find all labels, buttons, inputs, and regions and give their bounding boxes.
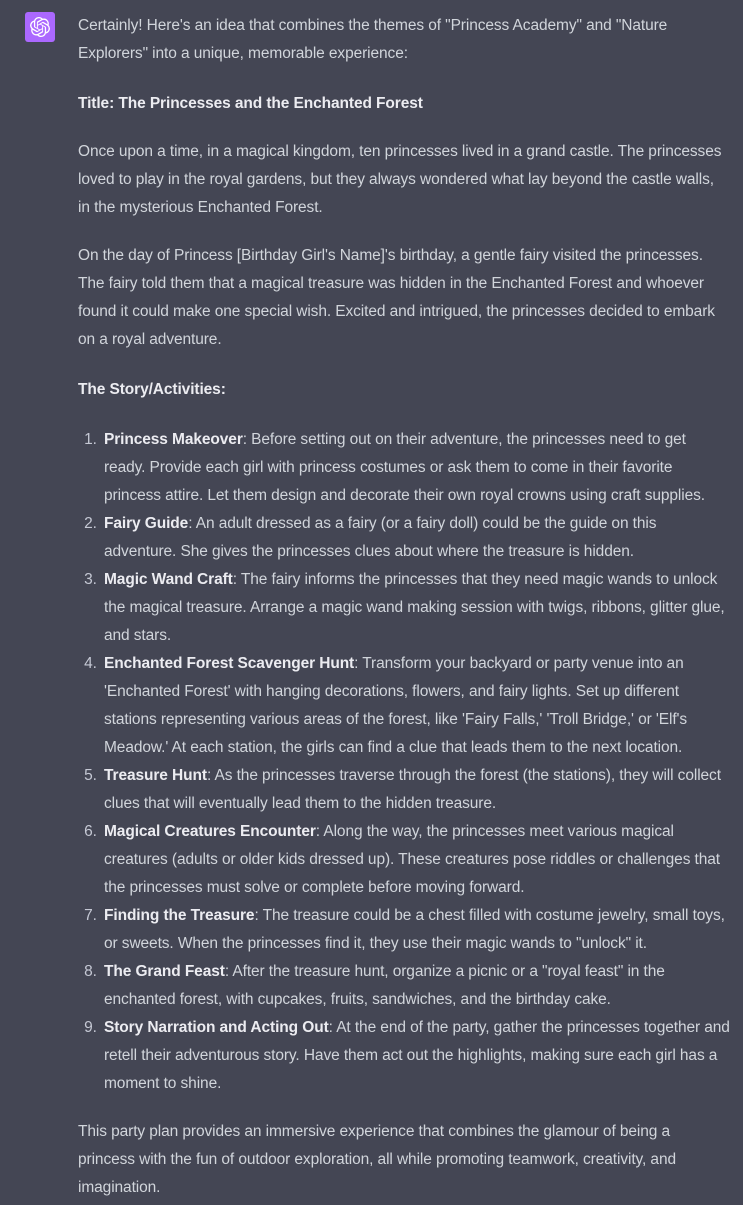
list-item-title: Enchanted Forest Scavenger Hunt (104, 655, 355, 672)
list-item-title: Finding the Treasure (104, 907, 255, 924)
list-item-title: Treasure Hunt (104, 767, 207, 784)
list-item-desc: : An adult dressed as a fairy (or a fairy doll) could be the guide on this adventure. She gives the princesses clues about where the treasure is hidden. (104, 515, 657, 560)
paragraph-story-1: Once upon a time, in a magical kingdom, ten princesses lived in a grand castle. The princesses loved to play in the royal gardens, but they always wondered what lay beyond the castle walls, in the mysterious Enchanted Forest. (78, 143, 722, 216)
list-item-desc: : Transform your backyard or party venue into an 'Enchanted Forest' with hanging decorations, flowers, and fairy lights. Set up different stations representing various areas of the forest, like 'Fairy Falls,' 'Troll Bridge,' or 'Elf's Meadow.' At each station, the girls can find a clue that leads them to the next location. (104, 655, 688, 756)
activities-heading: The Story/Activities: (78, 381, 226, 398)
list-item-desc: : The fairy informs the princesses that they need magic wands to unlock the magical treasure. Arrange a magic wand making session with twigs, ribbons, glitter glue, and stars. (104, 571, 725, 644)
list-item-finding-treasure (101, 902, 730, 958)
title-heading: Title: The Princesses and the Enchanted Forest (78, 95, 423, 112)
list-item-title: Story Narration and Acting Out (104, 1019, 329, 1036)
list-item-title: Princess Makeover (104, 431, 243, 448)
list-item-grand-feast (101, 958, 730, 1014)
list-item-desc: : Before setting out on their adventure, the princesses need to get ready. Provide each girl with princess costumes or ask them to come in their favorite princess attire. Let them design and decorate their own royal crowns using craft supplies. (104, 431, 705, 504)
list-item-princess-makeover (101, 426, 730, 510)
list-item-fairy-guide (101, 510, 730, 566)
paragraph-story-2: On the day of Princess [Birthday Girl's Name]'s birthday, a gentle fairy visited the princesses. The fairy told them that a magical treasure was hidden in the Enchanted Forest and whoever found it could make one special wish. Excited and intrigued, the princesses decided to embark on a royal adventure. (78, 247, 715, 348)
activities-list (78, 426, 730, 1098)
openai-logo-icon (30, 17, 50, 37)
list-item-title: Fairy Guide (104, 515, 189, 532)
list-item-magic-wand-craft (101, 566, 730, 650)
paragraph-outro: This party plan provides an immersive experience that combines the glamour of being a princess with the fun of outdoor exploration, all while promoting teamwork, creativity, and imagination. (78, 1123, 676, 1196)
list-item-treasure-hunt (101, 762, 730, 818)
list-item-desc: : After the treasure hunt, organize a picnic or a "royal feast" in the enchanted forest, with cupcakes, fruits, sandwiches, and the birthday cake. (104, 963, 665, 1008)
list-item-story-narration (101, 1014, 730, 1098)
paragraph-intro: Certainly! Here's an idea that combines the themes of "Princess Academy" and "Nature Explorers" into a unique, memorable experience: (78, 17, 668, 62)
list-item-title: The Grand Feast (104, 963, 225, 980)
list-item-scavenger-hunt (101, 650, 730, 762)
list-item-desc: : At the end of the party, gather the princesses together and retell their adventurous story. Have them act out the highlights, making sure each girl has a moment to shine. (104, 1019, 730, 1092)
list-item-title: Magic Wand Craft (104, 571, 233, 588)
list-item-desc: : Along the way, the princesses meet various magical creatures (adults or older kids dressed up). These creatures pose riddles or challenges that the princesses must solve or complete before moving forward. (104, 823, 721, 896)
list-item-desc: : The treasure could be a chest filled with costume jewelry, small toys, or sweets. When the princesses find it, they use their magic wands to "unlock" it. (104, 907, 725, 952)
message-content (78, 12, 730, 1205)
list-item-magical-creatures (101, 818, 730, 902)
list-item-title: Magical Creatures Encounter (104, 823, 316, 840)
assistant-avatar (25, 12, 55, 42)
list-item-desc: : As the princesses traverse through the forest (the stations), they will collect clues that will eventually lead them to the hidden treasure. (104, 767, 721, 812)
